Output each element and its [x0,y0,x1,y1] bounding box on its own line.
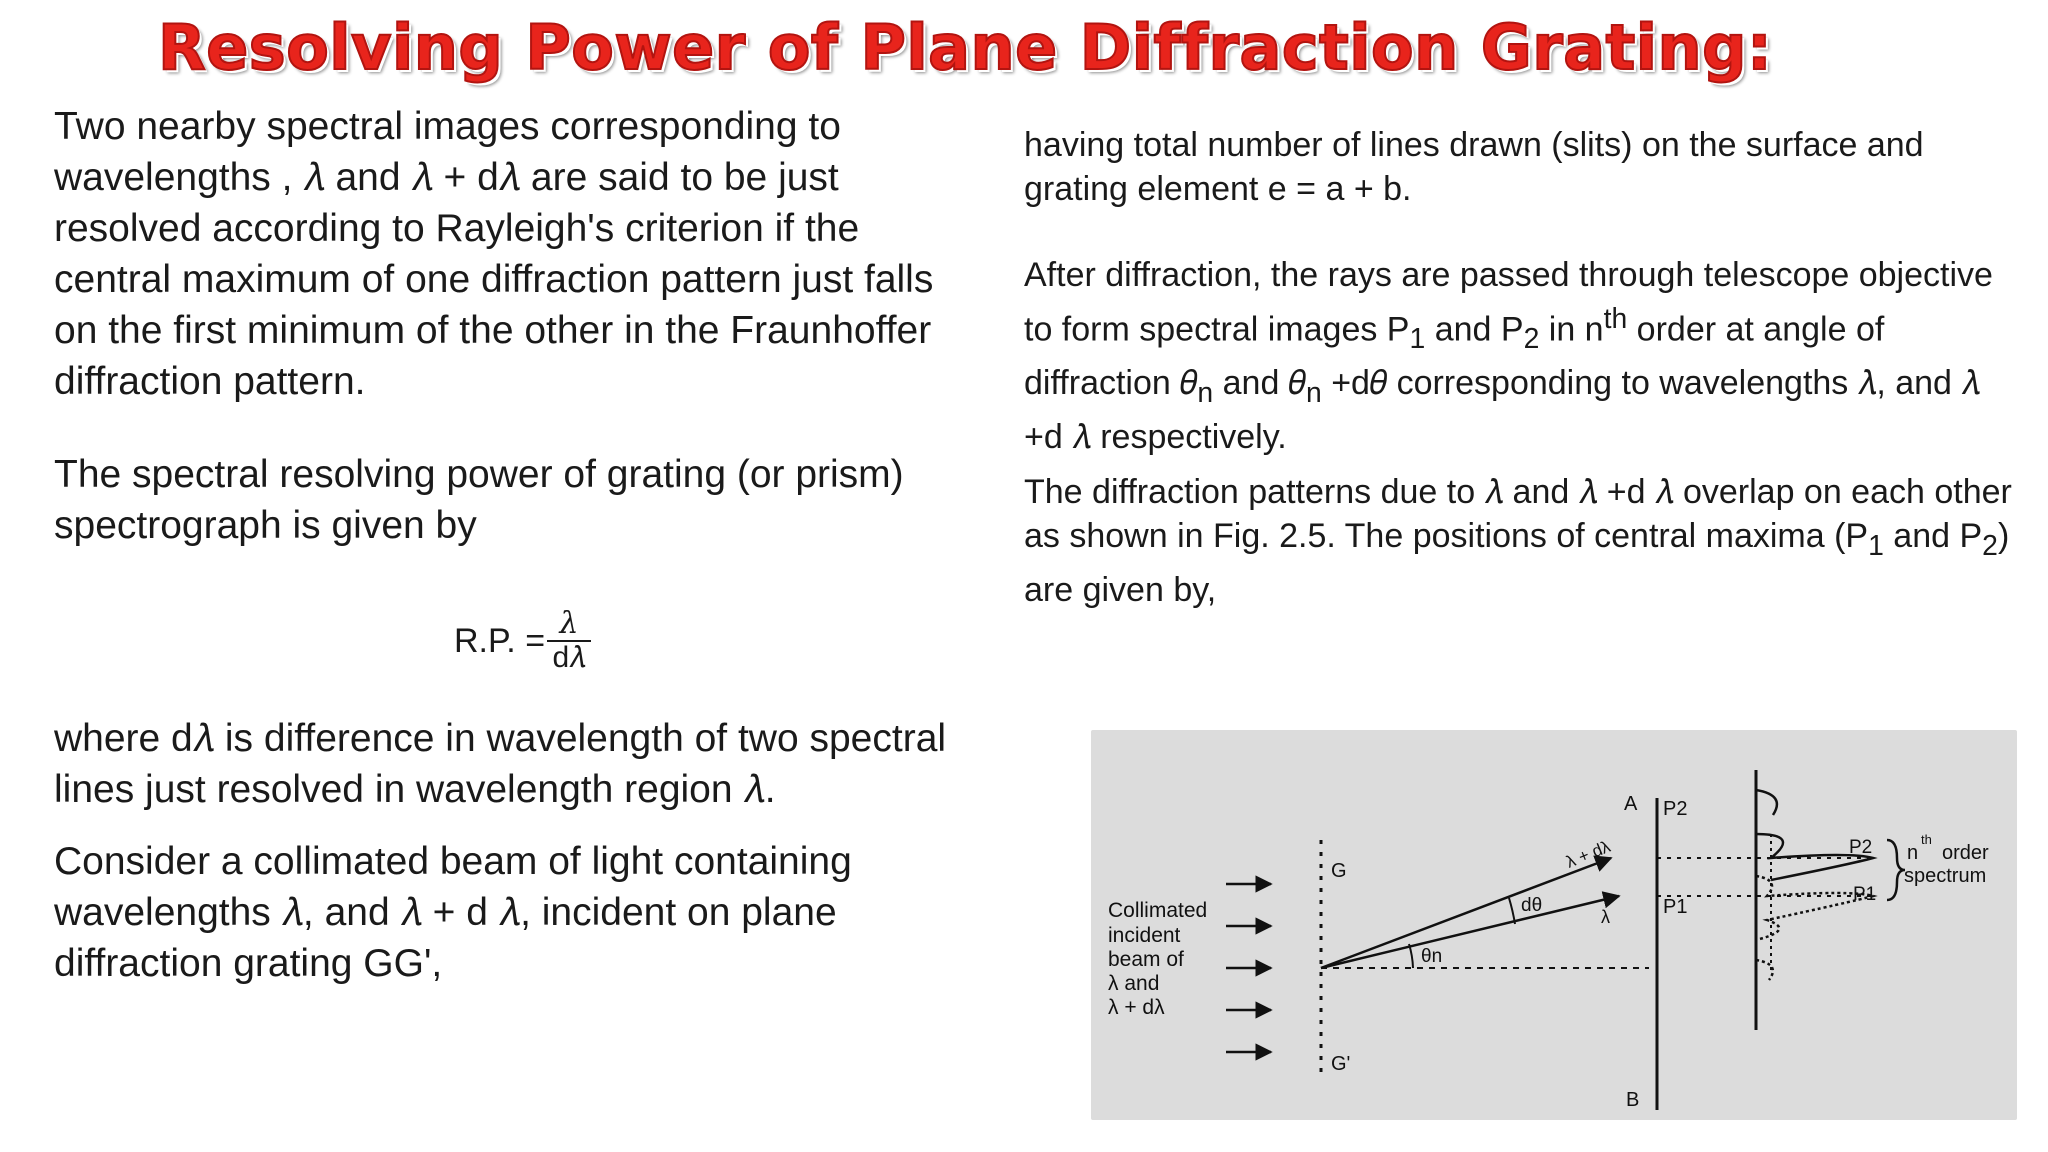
order-brace [1887,840,1905,900]
dlambda-definition-paragraph: where d𝜆 is difference in wavelength of two spectral lines just resolved in wavelength region 𝜆. [54,717,947,811]
p2-screen-label: P2 [1663,798,1688,820]
formula-denominator: d𝜆 [552,641,586,674]
ray-lower-label: λ [1601,907,1610,927]
resolving-power-formula [454,608,591,674]
p2-pattern-label: P2 [1849,837,1873,858]
resolving-power-intro-paragraph: The spectral resolving power of grating (or prism) spectrograph is given by [54,453,904,547]
screen-label-a: A [1624,793,1638,815]
spectrum-label: spectrum [1904,865,1987,887]
formula-fraction [547,608,591,674]
incident-beam-label: Collimated incident beam of λ and λ + dλ [1108,899,1208,1019]
diffraction-grating-figure [1091,730,2017,1120]
angle-theta-arc [1409,944,1413,968]
order-word-label: order [1942,842,1989,864]
overlap-paragraph: The diffraction patterns due to 𝜆 and 𝜆 +d 𝜆 overlap on each other as shown in Fig. 2.5. The positions of central maxima ($P_1$ and $P_2$) are given by, [1024,473,2012,609]
grating-label-g: G [1331,860,1347,882]
p1-pattern-label: P1 [1853,884,1877,905]
grating-element-paragraph: having total number of lines drawn (slits) on the surface and grating element e = a + b. [1024,126,1924,208]
order-n-label: n [1907,842,1919,864]
formula-numerator: 𝜆 [559,606,579,641]
formula-lhs: R.P. = [454,621,546,660]
collimated-beam-paragraph: Consider a collimated beam of light containing wavelengths 𝜆, and 𝜆 + d 𝜆, incident on plane diffraction grating GG', [54,840,852,985]
rayleigh-criterion-paragraph: Two nearby spectral images corresponding to wavelengths , 𝜆 and 𝜆 + d𝜆 are said to be just resolved according to Rayleigh's criterion if the central maximum of one diffraction pattern just falls on the first minimum of the other in the Fraunhoffer diffraction pattern. [54,105,934,403]
order-th-label: th [1921,832,1932,847]
theta-n-label: θn [1421,946,1443,967]
ray-lambda [1321,896,1619,968]
ray-lambda-plus-dlambda [1321,858,1611,968]
dtheta-label: dθ [1521,895,1543,916]
grating-label-g-prime: G' [1331,1053,1351,1075]
diffraction-telescope-paragraph: After diffraction, the rays are passed through telescope objective to form spectral images $P_1$ and $P_2$ in $n^{th}$ order at angle of diffraction 𝜃$_n$ and 𝜃$_n$ +d𝜃 corresponding to wavelengths 𝜆, and 𝜆 +d 𝜆 respectively. [1024,256,1993,456]
pattern-lambda-plus-dlambda [1756,790,1873,880]
incident-arrows [1226,884,1271,1052]
p1-screen-label: P1 [1663,896,1688,918]
screen-label-b: B [1626,1089,1640,1111]
diffraction-diagram [1091,730,2017,1120]
ray-upper-label: λ + dλ [1563,836,1614,872]
slide-title: Resolving Power of Plane Diffraction Grating: [158,11,1773,84]
angle-dtheta-arc [1509,898,1515,924]
